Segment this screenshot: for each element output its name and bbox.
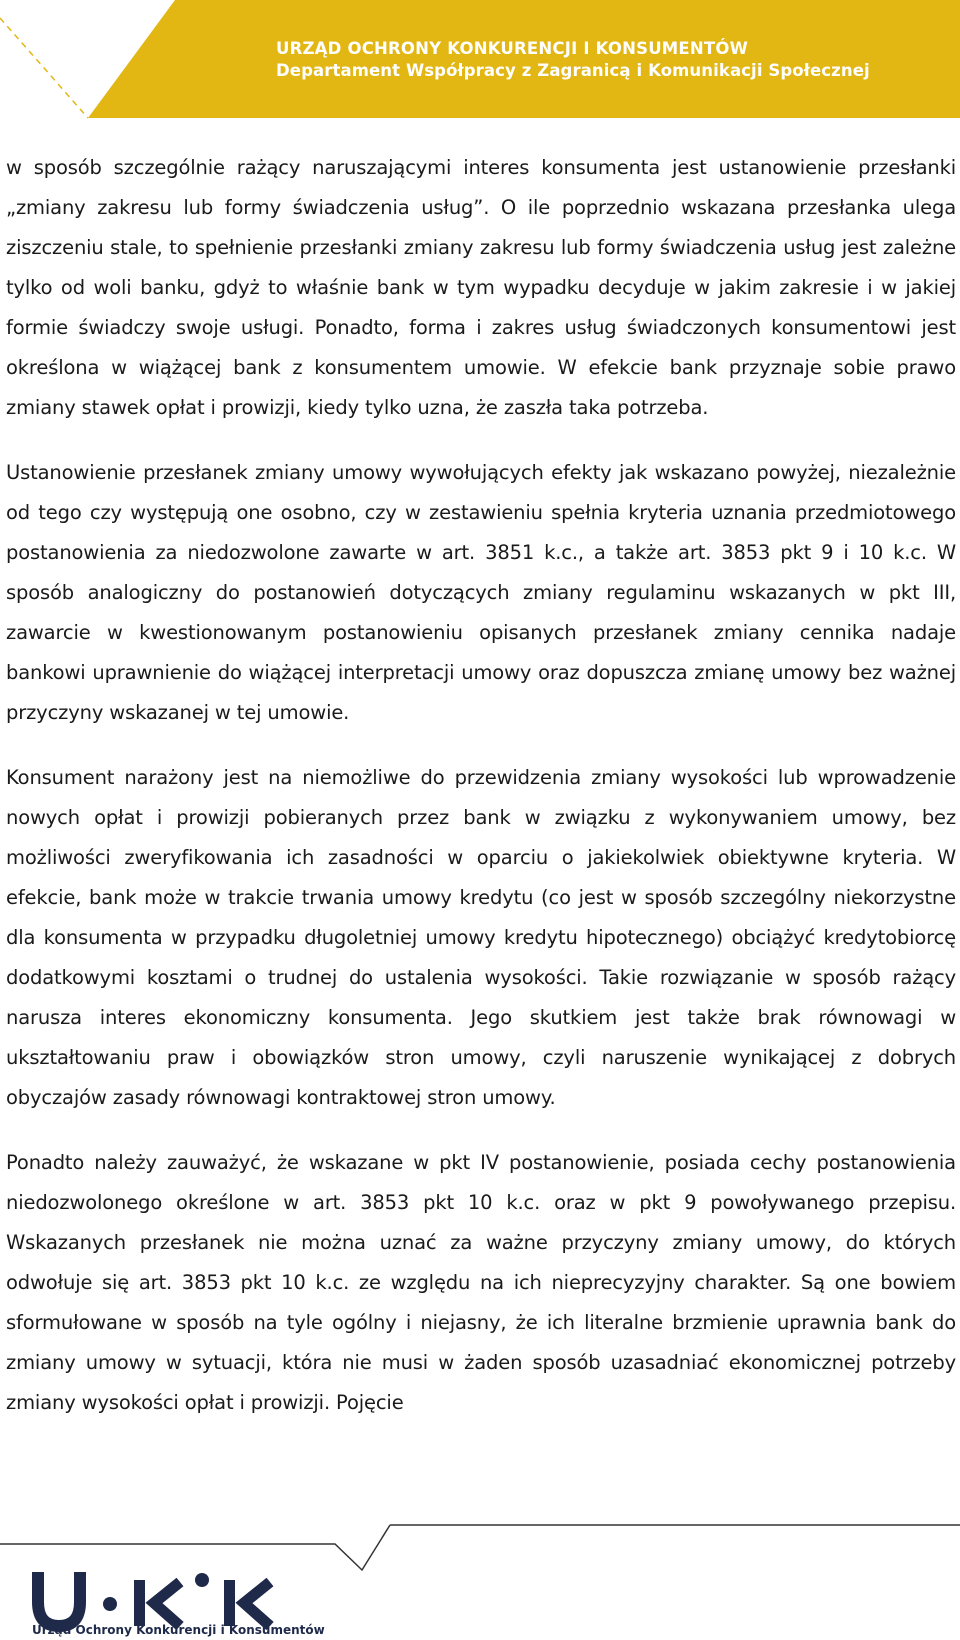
document-body — [6, 148, 956, 1448]
page-header — [0, 0, 960, 120]
paragraph-3: Konsument narażony jest na niemożliwe do przewidzenia zmiany wysokości lub wprowadzenie nowych opłat i prowizji pobieranych przez bank w związku z wykonywaniem umowy, bez możliwości zweryfikowania ich zasadności w oparciu o jakiekolwiek obiektywne kryteria. W efekcie, bank może w trakcie trwania umowy kredytu (co jest w sposób szczególny niekorzystne dla konsumenta w przypadku długoletniej umowy kredytu hipotecznego) obciążyć kredytobiorcę dodatkowymi kosztami o trudnej do ustalenia wysokości. Takie rozwiązanie w sposób rażący narusza interes ekonomiczny konsumenta. Jego skutkiem jest także brak równowagi w ukształtowaniu praw i obowiązków stron umowy, czyli naruszenie wynikającej z dobrych obyczajów zasady równowagi kontraktowej stron umowy. — [6, 766, 956, 1109]
header-department-name: Departament Współpracy z Zagranicą i Komunikacji Społecznej — [276, 61, 870, 80]
svg-text:U·K·K: U·K·K — [30, 1558, 33, 1559]
header-dashed-line — [0, 18, 88, 118]
paragraph-1: w sposób szczególnie rażący naruszającymi interes konsumenta jest ustanowienie przesłanki „zmiany zakresu lub formy świadczenia usług”. O ile poprzednio wskazana przesłanka ulega ziszczeniu stale, to spełnienie przesłanki zmiany zakresu lub formy świadczenia usług jest zależne tylko od woli banku, gdyż to właśnie bank w tym wypadku decyduje w jakim zakresie i w jakiej formie świadczy swoje usługi. Ponadto, forma i zakres usług świadczonych konsumentowi jest określona w wiążącej bank z konsumentem umowie. W efekcie bank przyznaje sobie prawo zmiany stawek opłat i prowizji, kiedy tylko uzna, że zaszła taka potrzeba. — [6, 156, 956, 419]
header-text — [276, 38, 870, 82]
logo-subtitle: Urząd Ochrony Konkurencji i Konsumentów — [32, 1623, 325, 1637]
page-footer — [0, 1520, 960, 1640]
paragraph-2: Ustanowienie przesłanek zmiany umowy wywołujących efekty jak wskazano powyżej, niezależnie od tego czy występują one osobno, czy w zestawieniu spełnia kryteria uznania przedmiotowego postanowienia za niedozwolone zawarte w art. 3851 k.c., a także art. 3853 pkt 9 i 10 k.c. W sposób analogiczny do postanowień dotyczących zmiany regulaminu wskazanych w pkt III, zawarcie w kwestionowanym postanowieniu opisanych przesłanek zmiany cennika nadaje bankowi uprawnienie do wiążącej interpretacji umowy oraz dopuszcza zmianę umowy bez ważnej przyczyny wskazanej w tej umowie. — [6, 461, 956, 724]
header-office-name: URZĄD OCHRONY KONKURENCJI I KONSUMENTÓW — [276, 39, 748, 58]
paragraph-4: Ponadto należy zauważyć, że wskazane w pkt IV postanowienie, posiada cechy postanowienia niedozwolonego określone w art. 3853 pkt 10 k.c. oraz w pkt 9 powoływanego przepisu. Wskazanych przesłanek nie można uznać za ważne przyczyny zmiany umowy, do których odwołuje się art. 3853 pkt 10 k.c. ze względu na ich nieprecyzyjny charakter. Są one bowiem sformułowane w sposób na tyle ogólny i niejasny, że ich literalne brzmienie uprawnia bank do zmiany umowy w sytuacji, która nie musi w żaden sposób uzasadniać ekonomicznej potrzeby zmiany wysokości opłat i prowizji. Pojęcie — [6, 1151, 956, 1414]
